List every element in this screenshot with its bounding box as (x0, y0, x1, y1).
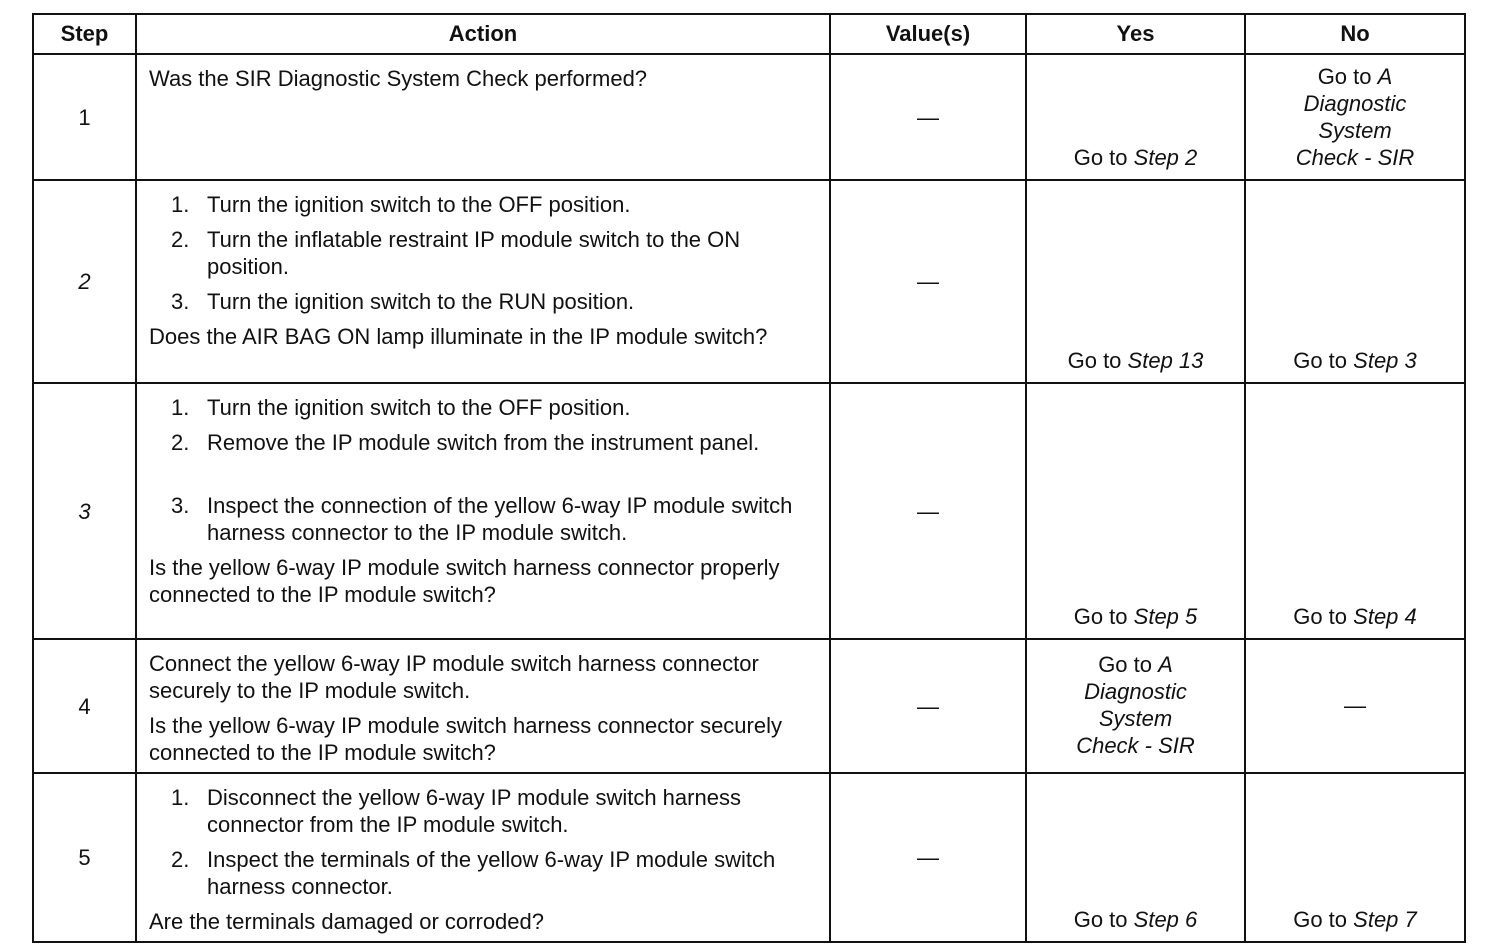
step-number: 2 (33, 180, 136, 383)
goto-reference: Step 2 (1133, 145, 1198, 170)
action-steps-list (149, 191, 819, 315)
goto-prefix: Go to (1073, 907, 1128, 932)
goto-reference: System (1318, 118, 1392, 143)
no-cell (1245, 54, 1465, 180)
action-question: Was the SIR Diagnostic System Check performed? (149, 66, 648, 91)
action-step-text: Remove the IP module switch from the instrument panel. (207, 430, 760, 455)
action-step-text: Turn the ignition switch to the RUN position. (207, 289, 635, 314)
action-step-number: 3. (171, 493, 190, 518)
action-step (149, 784, 819, 838)
goto-reference: Check - SIR (1076, 733, 1195, 758)
action-step (149, 846, 819, 900)
table-row (33, 773, 1465, 942)
table-row (33, 383, 1465, 639)
step-number: 4 (33, 639, 136, 773)
goto-prefix: Go to (1073, 145, 1128, 170)
action-step-number: 3. (171, 289, 190, 314)
goto-reference: System (1098, 706, 1173, 731)
action-cell (136, 383, 830, 639)
goto-reference: A (1377, 64, 1393, 89)
action-question: Is the yellow 6-way IP module switch harness connector properly connected to the IP module switch? (149, 555, 780, 607)
action-step-number: 1. (171, 785, 190, 810)
yes-cell (1026, 383, 1245, 639)
action-cell (136, 180, 830, 383)
action-step (149, 394, 819, 421)
goto-reference: Check - SIR (1295, 145, 1415, 170)
action-step-number: 2. (171, 227, 190, 252)
action-cell (136, 639, 830, 773)
action-step-text: Turn the ignition switch to the OFF position. (207, 395, 631, 420)
diagnostic-table (32, 13, 1466, 943)
goto-prefix: Go to (1073, 604, 1128, 629)
action-question: Does the AIR BAG ON lamp illuminate in the IP module switch? (149, 324, 768, 349)
goto-prefix: Go to (1098, 652, 1152, 677)
action-step-number: 2. (171, 430, 190, 455)
value-cell: — (830, 383, 1026, 639)
yes-cell (1026, 180, 1245, 383)
value-cell: — (830, 180, 1026, 383)
no-cell: — (1245, 639, 1465, 773)
action-cell (136, 54, 830, 180)
header-action: Action (136, 14, 830, 54)
goto-reference: Step 4 (1353, 604, 1417, 629)
goto-prefix: Go to (1067, 348, 1122, 373)
action-cell (136, 773, 830, 942)
goto-reference: Step 7 (1353, 907, 1417, 932)
header-step: Step (33, 14, 136, 54)
goto-prefix: Go to (1293, 348, 1348, 373)
action-step-text: Turn the inflatable restraint IP module switch to the ON position. (207, 227, 741, 279)
goto-prefix: Go to (1293, 604, 1348, 629)
action-step (149, 226, 819, 280)
action-step-number: 2. (171, 847, 190, 872)
yes-cell (1026, 639, 1245, 773)
table-row (33, 54, 1465, 180)
header-no: No (1245, 14, 1465, 54)
goto-reference: Step 13 (1127, 348, 1204, 373)
goto-reference: Step 5 (1133, 604, 1198, 629)
action-step (149, 288, 819, 315)
value-cell: — (830, 54, 1026, 180)
action-step (149, 429, 819, 456)
step-number: 5 (33, 773, 136, 942)
step-number: 3 (33, 383, 136, 639)
action-step-text: Turn the ignition switch to the OFF position. (207, 192, 631, 217)
action-step-number: 1. (171, 192, 190, 217)
action-step (149, 492, 819, 546)
table-row (33, 639, 1465, 773)
goto-reference: A (1158, 652, 1173, 677)
action-instruction: Connect the yellow 6-way IP module switch harness connector securely to the IP module switch. (149, 651, 759, 703)
action-question: Are the terminals damaged or corroded? (149, 909, 544, 934)
action-step-number: 1. (171, 395, 190, 420)
action-step (149, 191, 819, 218)
action-step-text: Inspect the terminals of the yellow 6-way IP module switch harness connector. (207, 847, 776, 899)
header-row (33, 14, 1465, 54)
header-values: Value(s) (830, 14, 1026, 54)
goto-reference: Diagnostic (1303, 91, 1407, 116)
no-cell (1245, 383, 1465, 639)
header-yes: Yes (1026, 14, 1245, 54)
step-number: 1 (33, 54, 136, 180)
action-steps-list (149, 394, 819, 546)
value-cell: — (830, 773, 1026, 942)
table-row (33, 180, 1465, 383)
no-cell (1245, 180, 1465, 383)
yes-cell (1026, 54, 1245, 180)
value-cell: — (830, 639, 1026, 773)
goto-prefix: Go to (1293, 907, 1348, 932)
action-question: Is the yellow 6-way IP module switch harness connector securely connected to the IP module switch? (149, 713, 782, 765)
action-step-text: Disconnect the yellow 6-way IP module switch harness connector from the IP module switch. (207, 785, 741, 837)
yes-cell (1026, 773, 1245, 942)
no-cell (1245, 773, 1465, 942)
goto-reference: Step 3 (1353, 348, 1417, 373)
goto-prefix: Go to (1317, 64, 1372, 89)
goto-reference: Step 6 (1133, 907, 1198, 932)
action-steps-list (149, 784, 819, 900)
action-step-text: Inspect the connection of the yellow 6-way IP module switch harness connector to the IP module switch. (207, 493, 793, 545)
goto-reference: Diagnostic (1084, 679, 1187, 704)
